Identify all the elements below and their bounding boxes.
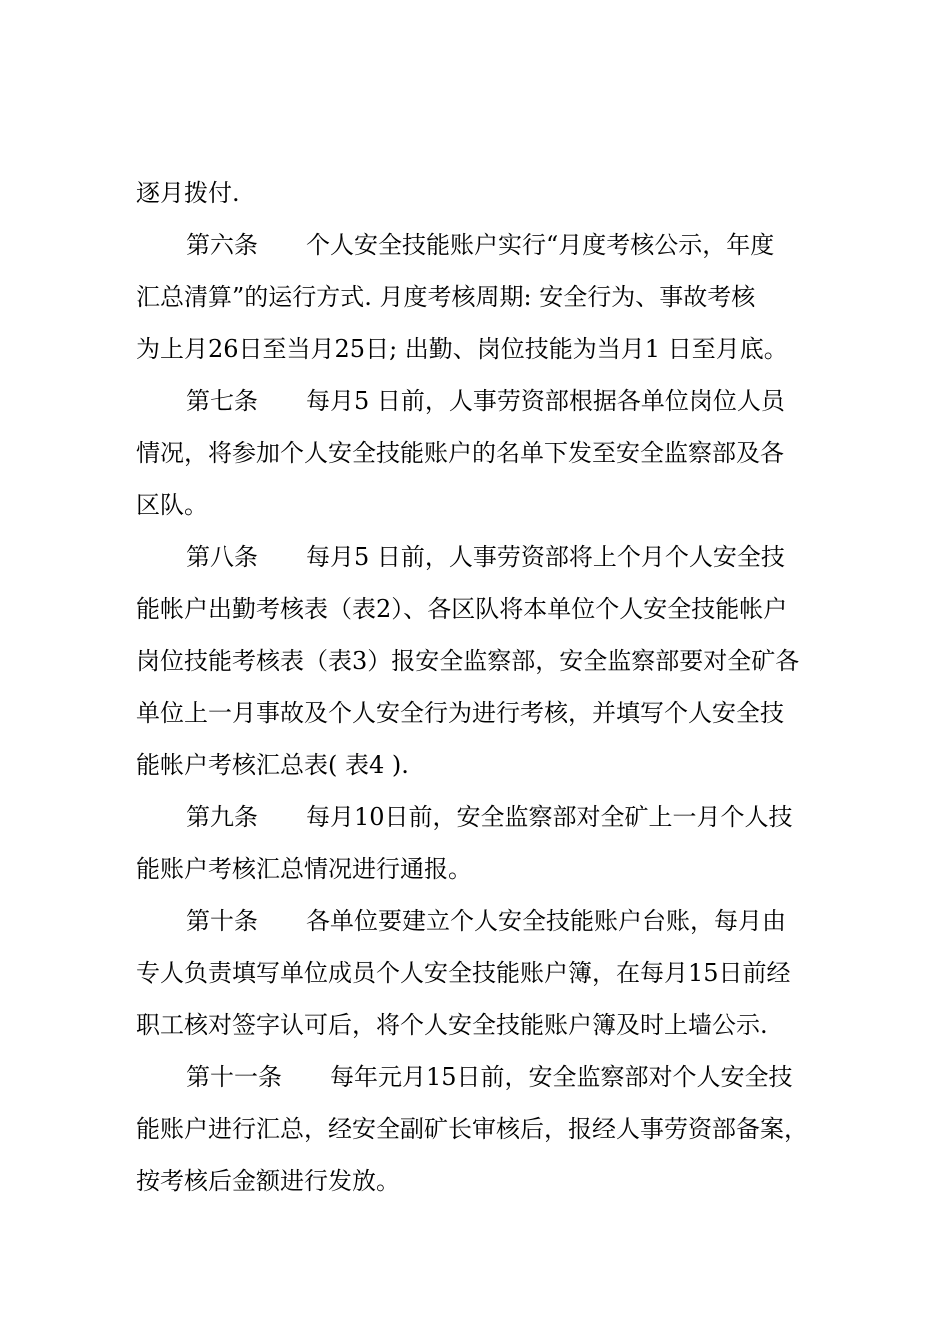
text-line-7: 区队。 bbox=[136, 491, 208, 519]
text-line-19: 能账户进行汇总，经安全副矿长审核后，报经人事劳资部备案， bbox=[136, 1115, 808, 1143]
article-7-heading-line: 第七条 每月5 日前，人事劳资部根据各单位岗位人员 bbox=[186, 387, 785, 415]
article-8-heading-line: 第八条 每月5 日前，人事劳资部将上个月个人安全技 bbox=[186, 543, 785, 571]
text-line-11: 单位上一月事故及个人安全行为进行考核，并填写个人安全技 bbox=[136, 699, 784, 727]
text-line-20: 按考核后金额进行发放。 bbox=[136, 1167, 400, 1195]
text-line-6: 情况，将参加个人安全技能账户的名单下发至安全监察部及各 bbox=[136, 439, 784, 467]
article-9-heading-line: 第九条 每月10日前，安全监察部对全矿上一月个人技 bbox=[186, 803, 793, 831]
article-11-heading-line: 第十一条 每年元月15日前，安全监察部对个人安全技 bbox=[186, 1063, 793, 1091]
text-line-17: 职工核对签字认可后，将个人安全技能账户簿及时上墙公示. bbox=[136, 1011, 768, 1039]
text-line-3: 汇总清算”的运行方式. 月度考核周期: 安全行为、事故考核 bbox=[136, 283, 756, 311]
text-line-16: 专人负责填写单位成员个人安全技能账户簿，在每月15日前经 bbox=[136, 959, 791, 987]
text-line-10: 岗位技能考核表（表3）报安全监察部，安全监察部要对全矿各 bbox=[136, 647, 800, 675]
article-10-heading-line: 第十条 各单位要建立个人安全技能账户台账，每月由 bbox=[186, 907, 786, 935]
text-line-1: 逐月拨付. bbox=[136, 179, 240, 207]
text-line-12: 能帐户考核汇总表( 表4 ). bbox=[136, 751, 409, 779]
text-line-9: 能帐户出勤考核表（表2）、各区队将本单位个人安全技能帐户 bbox=[136, 595, 788, 623]
text-line-4: 为上月26日至当月25日; 出勤、岗位技能为当月1 日至月底。 bbox=[136, 335, 788, 363]
article-6-heading-line: 第六条 个人安全技能账户实行“月度考核公示，年度 bbox=[186, 231, 775, 259]
text-line-14: 能账户考核汇总情况进行通报。 bbox=[136, 855, 472, 883]
